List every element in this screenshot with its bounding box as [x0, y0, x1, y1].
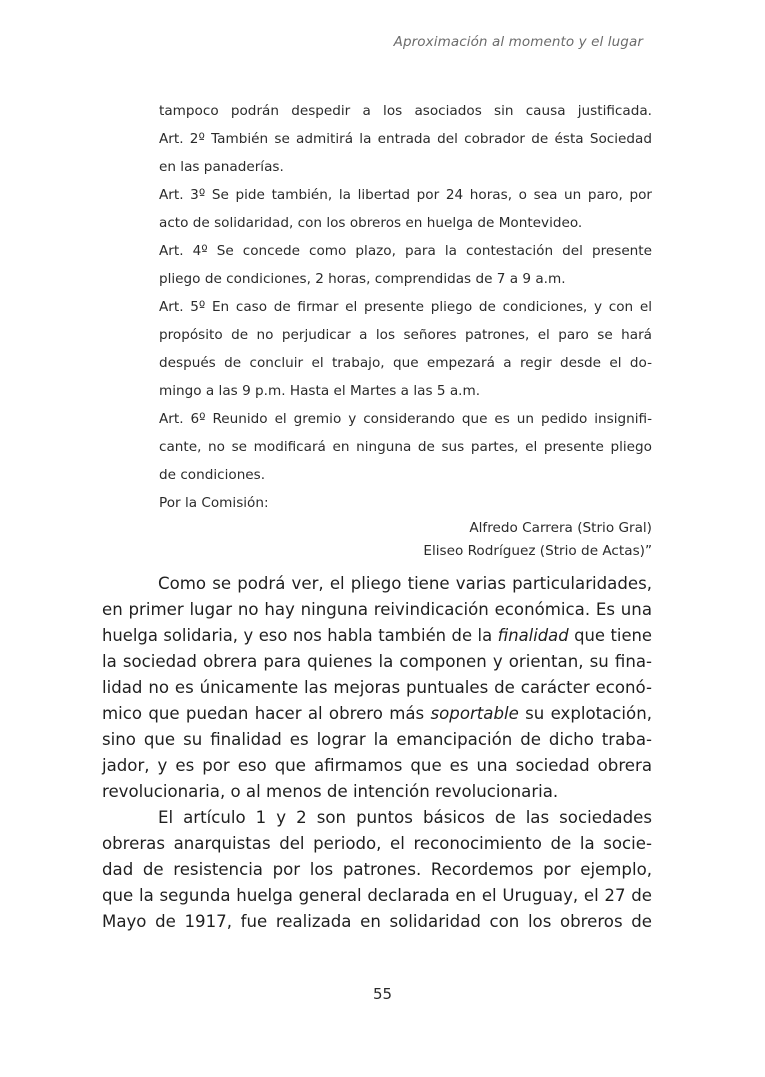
text-run: mico que puedan hacer al obrero más	[102, 704, 431, 723]
page-number: 55	[372, 985, 393, 1003]
text-line: sino que su finalidad es lograr la emancipación de dicho traba-	[102, 730, 652, 749]
paragraph	[102, 805, 652, 935]
signature-line: Alfredo Carrera (Strio Gral)	[469, 520, 652, 536]
text-run: que tiene	[568, 626, 652, 645]
quote-line: pliego de condiciones, 2 horas, comprendidas de 7 a 9 a.m.	[159, 271, 566, 287]
body-text	[102, 571, 652, 935]
quote-line: después de concluir el trabajo, que empezará a regir desde el do-	[159, 355, 652, 371]
text-run: su explotación,	[518, 704, 652, 723]
text-line: en primer lugar no hay ninguna reivindicación económica. Es una	[102, 600, 652, 619]
quote-line: Art. 3º Se pide también, la libertad por 24 horas, o sea un paro, por	[159, 187, 652, 203]
quote-line: Art. 5º En caso de firmar el presente pliego de condiciones, y con el	[159, 299, 652, 315]
block-quote	[159, 97, 652, 563]
quote-line: tampoco podrán despedir a los asociados sin causa justificada.	[159, 103, 652, 119]
quote-signoff: Por la Comisión:	[159, 495, 269, 511]
quote-line: mingo a las 9 p.m. Hasta el Martes a las 5 a.m.	[159, 383, 481, 399]
text-line: la sociedad obrera para quienes la componen y orientan, su fina-	[102, 652, 652, 671]
text-line: que la segunda huelga general declarada en el Uruguay, el 27 de	[102, 886, 652, 905]
text-line: revolucionaria, o al menos de intención revolucionaria.	[102, 782, 559, 801]
text-line: Como se podrá ver, el pliego tiene varias particularidades,	[158, 574, 652, 593]
text-line: El artículo 1 y 2 son puntos básicos de las sociedades	[158, 808, 652, 827]
text-line: obreras anarquistas del periodo, el reconocimiento de la socie-	[102, 834, 652, 853]
text-line: lidad no es únicamente las mejoras puntuales de carácter econó-	[102, 678, 652, 697]
quote-line: Art. 6º Reunido el gremio y considerando que es un pedido insignifi-	[159, 411, 652, 427]
emphasis: soportable	[430, 704, 519, 723]
text-line: Mayo de 1917, fue realizada en solidaridad con los obreros de	[102, 912, 652, 931]
quote-line: acto de solidaridad, con los obreros en huelga de Montevideo.	[159, 215, 583, 231]
quote-line: propósito de no perjudicar a los señores patrones, el paro se hará	[159, 327, 652, 343]
signature-line: Eliseo Rodríguez (Strio de Actas)”	[423, 543, 652, 559]
emphasis: finalidad	[497, 626, 569, 645]
text-line	[102, 701, 652, 727]
quote-line: Art. 2º También se admitirá la entrada del cobrador de ésta Sociedad	[159, 131, 652, 147]
quote-line: de condiciones.	[159, 467, 266, 483]
quote-line: cante, no se modificará en ninguna de sus partes, el presente pliego	[159, 439, 652, 455]
running-header: Aproximación al momento y el lugar	[393, 34, 643, 50]
text-line	[102, 623, 652, 649]
text-run: huelga solidaria, y eso nos habla también de la	[102, 626, 498, 645]
text-line: dad de resistencia por los patrones. Recordemos por ejemplo,	[102, 860, 652, 879]
text-line: jador, y es por eso que afirmamos que es una sociedad obrera	[102, 756, 652, 775]
paragraph	[102, 571, 652, 805]
quote-line: en las panaderías.	[159, 159, 284, 175]
quote-line: Art. 4º Se concede como plazo, para la contestación del presente	[159, 243, 652, 259]
